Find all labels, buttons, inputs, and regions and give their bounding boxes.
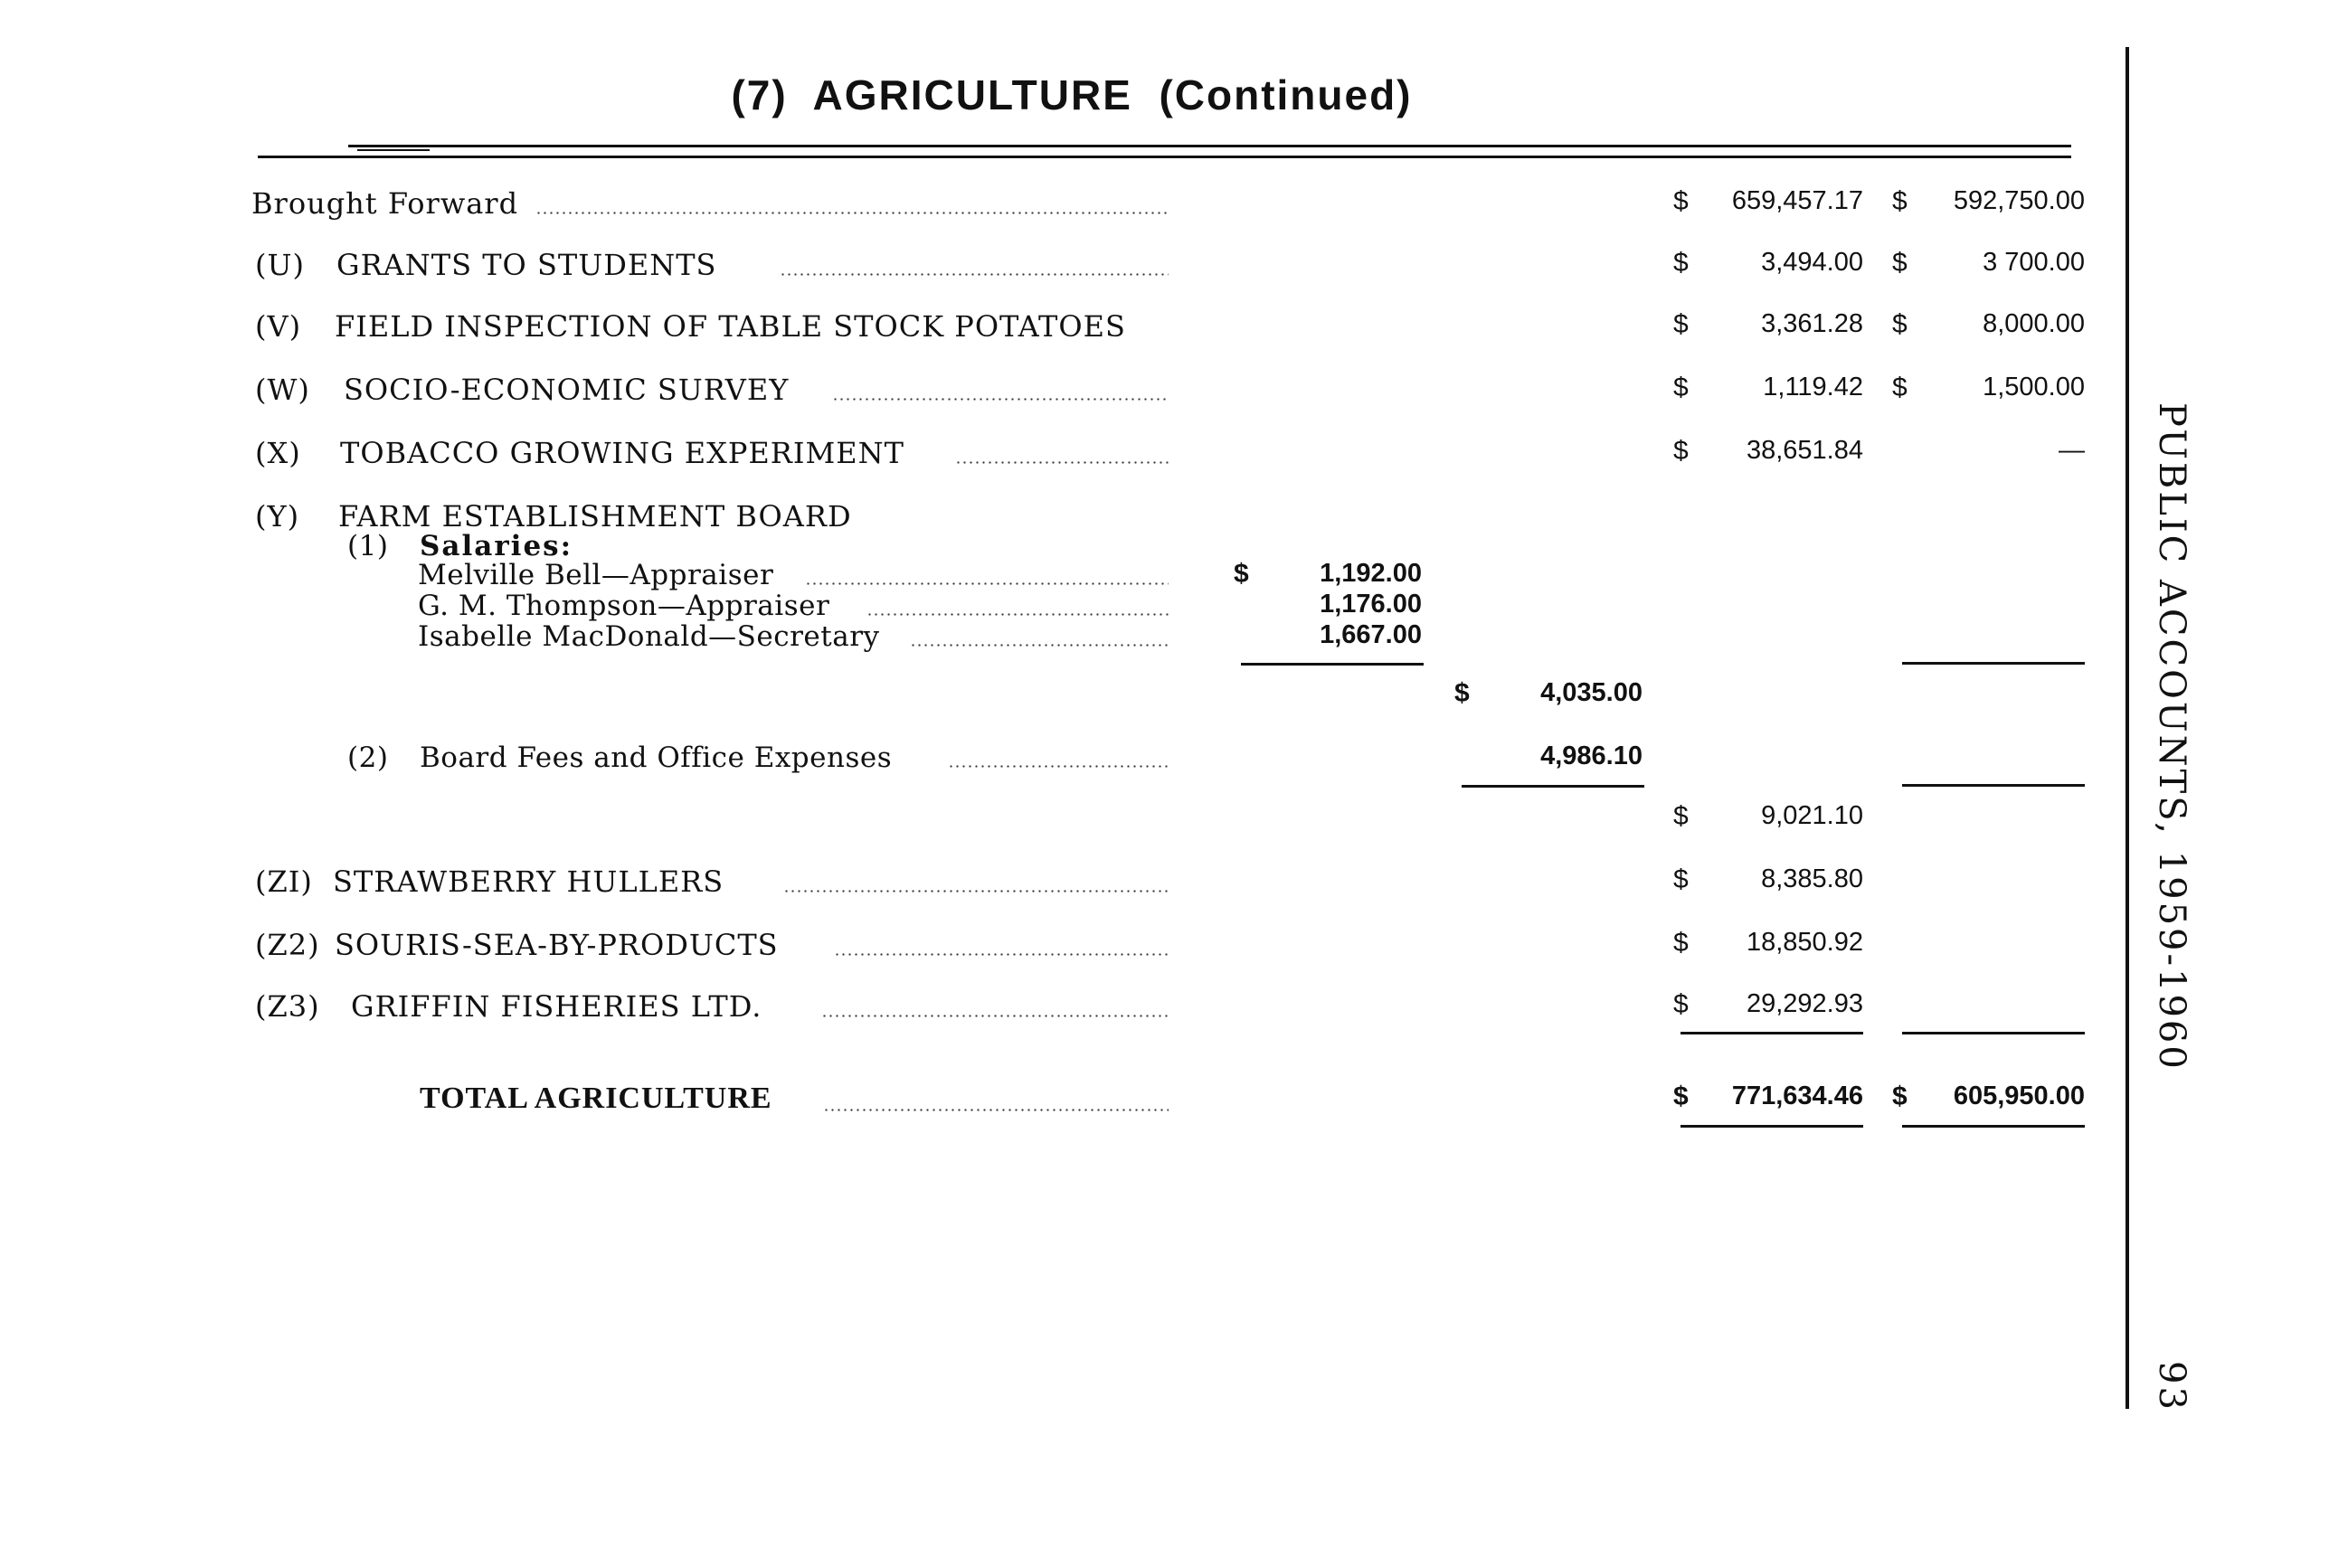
- salary-amount: 1,192.00: [1320, 559, 1422, 588]
- leader-dots: [821, 1015, 1169, 1017]
- farm-board-total-row: [0, 801, 2329, 837]
- dollar-sign: $: [1454, 678, 1470, 708]
- amount-col3: 8,385.80: [1761, 864, 1863, 893]
- leader-dots: [780, 273, 1169, 276]
- amount-col4: 1,500.00: [1983, 373, 2085, 401]
- dollar-sign: $: [1892, 1082, 1908, 1111]
- leader-dots: [535, 212, 1169, 214]
- dollar-sign: $: [1673, 248, 1689, 278]
- amount-col4: 592,750.00: [1953, 186, 2085, 215]
- dollar-sign: $: [1892, 373, 1908, 402]
- row-label: FARM ESTABLISHMENT BOARD: [338, 499, 852, 534]
- title-rule-top: [348, 145, 2071, 147]
- row-label: GRANTS TO STUDENTS: [336, 248, 717, 282]
- amount-col3: 3,361.28: [1761, 309, 1863, 338]
- leader-dots: [783, 890, 1169, 893]
- page-title: (7) AGRICULTURE (Continued): [731, 71, 1413, 118]
- salary-label: G. M. Thompson—Appraiser: [418, 590, 830, 622]
- title-rule-bottom: [258, 156, 2071, 158]
- row-label: Board Fees and Office Expenses: [420, 741, 893, 774]
- salaries-subtotal: 4,035.00: [1540, 678, 1643, 707]
- row-label: STRAWBERRY HULLERS: [333, 864, 724, 899]
- row-label: FIELD INSPECTION OF TABLE STOCK POTATOES: [335, 309, 1126, 344]
- amount-col4: 3 700.00: [1983, 248, 2085, 277]
- col4-rule: [1902, 662, 2085, 665]
- row-code: (V): [255, 309, 302, 344]
- total-double-rule: [1680, 1125, 1863, 1128]
- row-code: (Z2): [255, 928, 320, 962]
- salary-amount: 1,176.00: [1320, 590, 1422, 619]
- row-label: SOURIS-SEA-BY-PRODUCTS: [335, 928, 779, 962]
- dollar-sign: $: [1673, 989, 1689, 1019]
- salaries-sum-rule: [1241, 663, 1424, 666]
- row-label: TOTAL AGRICULTURE: [420, 1082, 772, 1115]
- title-rule-short: [357, 149, 430, 151]
- total-col4: 605,950.00: [1953, 1082, 2085, 1110]
- total-agriculture-row: [0, 1082, 2329, 1118]
- total-col3: 771,634.46: [1731, 1082, 1863, 1110]
- leader-dots: [955, 461, 1169, 464]
- row-label: Brought Forward: [251, 186, 519, 221]
- row-code: (W): [255, 373, 310, 407]
- side-title: PUBLIC ACCOUNTS, 1959-1960: [2151, 402, 2192, 1072]
- col3-sum-rule: [1680, 1032, 1863, 1034]
- dollar-sign: $: [1673, 801, 1689, 831]
- amount-col4: 8,000.00: [1983, 309, 2085, 338]
- amount-col4: —: [2059, 436, 2085, 465]
- dollar-sign: $: [1234, 559, 1249, 589]
- amount-col3: 659,457.17: [1731, 186, 1863, 215]
- dollar-sign: $: [1892, 186, 1908, 216]
- leader-dots: [823, 1109, 1169, 1111]
- dollar-sign: $: [1673, 373, 1689, 402]
- amount-col3: 29,292.93: [1746, 989, 1863, 1018]
- line-w: [0, 373, 2329, 409]
- dollar-sign: $: [1673, 864, 1689, 894]
- leader-dots: [948, 765, 1169, 768]
- salary-label: Isabelle MacDonald—Secretary: [418, 620, 880, 653]
- row-label: Salaries:: [420, 530, 573, 562]
- row-code: (X): [255, 436, 301, 470]
- brought-forward-row: [0, 186, 2329, 222]
- leader-dots: [834, 953, 1169, 956]
- board-fees-row: [0, 741, 2329, 778]
- fees-sum-rule: [1462, 785, 1644, 788]
- amount-col3: 18,850.92: [1746, 928, 1863, 957]
- amount-col3: 1,119.42: [1763, 373, 1863, 401]
- line-z2: [0, 928, 2329, 964]
- board-fees-amount: 4,986.10: [1540, 741, 1643, 770]
- dollar-sign: $: [1673, 309, 1689, 339]
- leader-dots: [805, 582, 1169, 585]
- leader-dots: [832, 398, 1169, 401]
- dollar-sign: $: [1892, 248, 1908, 278]
- line-z1: [0, 864, 2329, 901]
- row-label: TOBACCO GROWING EXPERIMENT: [340, 436, 904, 470]
- row-code: (U): [255, 248, 305, 282]
- amount-col3: 3,494.00: [1761, 248, 1863, 277]
- salary-label: Melville Bell—Appraiser: [418, 559, 774, 591]
- row-code: (2): [347, 741, 389, 774]
- dollar-sign: $: [1892, 309, 1908, 339]
- amount-col3: 38,651.84: [1746, 436, 1863, 465]
- salary-row: [0, 620, 2329, 656]
- row-label: GRIFFIN FISHERIES LTD.: [351, 989, 762, 1024]
- dollar-sign: $: [1673, 186, 1689, 216]
- salary-amount: 1,667.00: [1320, 620, 1422, 649]
- leader-dots: [866, 613, 1169, 616]
- line-v: [0, 309, 2329, 345]
- amount-col3: 9,021.10: [1761, 801, 1863, 830]
- dollar-sign: $: [1673, 928, 1689, 958]
- row-code: (1): [347, 530, 389, 562]
- row-code: (Y): [255, 499, 300, 534]
- total-double-rule: [1902, 1125, 2085, 1128]
- row-code: (Z3): [255, 989, 320, 1024]
- leader-dots: [910, 644, 1169, 647]
- page-number: 93: [2151, 1361, 2192, 1412]
- line-z3: [0, 989, 2329, 1025]
- salaries-subtotal-row: [0, 678, 2329, 714]
- col4-rule: [1902, 784, 2085, 787]
- row-label: SOCIO-ECONOMIC SURVEY: [344, 373, 790, 407]
- row-code: (ZI): [255, 864, 313, 899]
- col4-sum-rule: [1902, 1032, 2085, 1034]
- dollar-sign: $: [1673, 1082, 1689, 1111]
- dollar-sign: $: [1673, 436, 1689, 466]
- line-u: [0, 248, 2329, 284]
- line-x: [0, 436, 2329, 472]
